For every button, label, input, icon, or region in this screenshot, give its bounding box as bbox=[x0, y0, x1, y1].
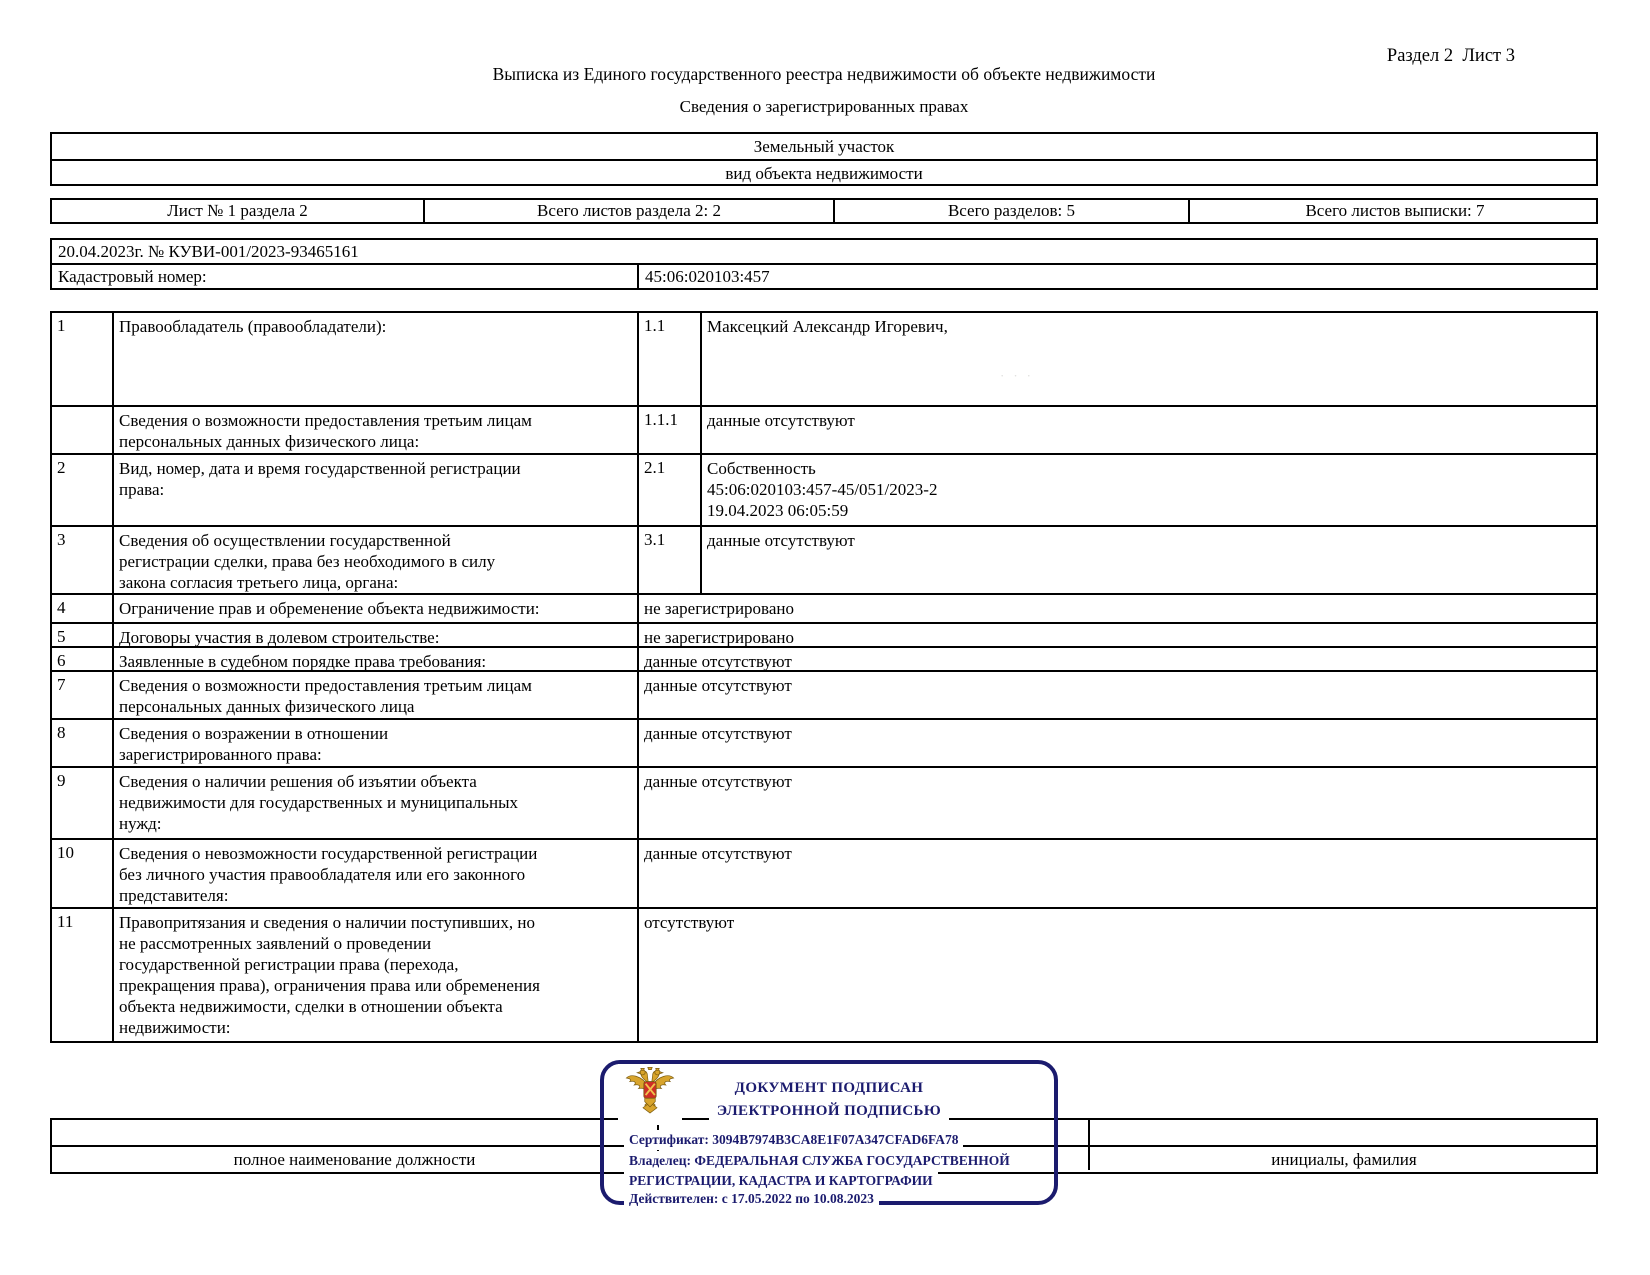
table-row-8 bbox=[52, 720, 1596, 768]
object-type-label: вид объекта недвижимости bbox=[52, 159, 1596, 186]
row-value: Собственность 45:06:020103:457-45/051/2023-2 19.04.2023 06:05:59 bbox=[700, 455, 1600, 525]
rights-table bbox=[50, 311, 1598, 1043]
row-number bbox=[52, 407, 112, 453]
row-label: Сведения о возможности предоставления третьим лицам персональных данных физического лица bbox=[112, 672, 637, 718]
row-label: Вид, номер, дата и время государственной регистрации права: bbox=[112, 455, 637, 525]
row-number: 7 bbox=[57, 675, 66, 694]
row-value: не зарегистрировано bbox=[637, 595, 1600, 622]
row-label: Правообладатель (правообладатели): bbox=[112, 313, 637, 405]
signature-divider-2 bbox=[1088, 1120, 1090, 1145]
table-row-5 bbox=[52, 624, 1596, 648]
row-value: данные отсутствуют bbox=[637, 672, 1600, 718]
row-value: данные отсутствуют bbox=[637, 768, 1600, 838]
row-subnumber: 1.1.1 bbox=[637, 407, 700, 453]
table-row-11 bbox=[52, 909, 1596, 1041]
row-subnumber: 2.1 bbox=[637, 455, 700, 525]
row-label: Сведения о наличии решения об изъятии объекта недвижимости для государственных и муниципальных нужд: bbox=[112, 768, 637, 838]
row-label: Ограничение прав и обременение объекта недвижимости: bbox=[112, 595, 637, 622]
document-subtitle: Сведения о зарегистрированных правах bbox=[679, 97, 969, 116]
stamp-title-line2: ЭЛЕКТРОННОЙ ПОДПИСЬЮ bbox=[600, 1102, 1058, 1121]
row-number: 1 bbox=[57, 316, 66, 335]
table-row-6 bbox=[52, 648, 1596, 672]
document-number-table bbox=[50, 238, 1598, 290]
row-number: 10 bbox=[57, 843, 74, 862]
row-value: данные отсутствуют bbox=[637, 840, 1600, 907]
row-subnumber: 1.1 bbox=[637, 313, 700, 405]
table-row-9 bbox=[52, 768, 1596, 840]
row-label: Сведения о возможности предоставления третьим лицам персональных данных физического лица: bbox=[112, 407, 637, 453]
table-row-4 bbox=[52, 595, 1596, 624]
cadastral-label: Кадастровый номер: bbox=[58, 267, 207, 286]
table-row-1 bbox=[52, 313, 1596, 407]
row-value: данные отсутствуют bbox=[637, 648, 1600, 670]
row-label: Сведения о возражении в отношении зарегистрированного права: bbox=[112, 720, 637, 766]
table-row-3 bbox=[52, 527, 1596, 595]
sheet-info-row bbox=[50, 198, 1598, 224]
cadastral-value: 45:06:020103:457 bbox=[637, 265, 1600, 290]
sheet-cell-total-sheets: Всего листов выписки: 7 bbox=[1188, 200, 1600, 222]
row-number: 2 bbox=[57, 458, 66, 477]
row-number: 9 bbox=[57, 771, 66, 790]
section-sheet-header: Раздел 2 Лист 3 bbox=[1386, 46, 1515, 66]
row-value: не зарегистрировано bbox=[637, 624, 1600, 646]
row-value: Максецкий Александр Игоревич, bbox=[700, 313, 1600, 405]
stamp-certificate: Сертификат: 3094B7974B3CA8E1F07A347CFAD6FA78 bbox=[624, 1130, 963, 1150]
stamp-owner-line2: РЕГИСТРАЦИИ, КАДАСТРА И КАРТОГРАФИИ bbox=[624, 1171, 938, 1191]
table-row-1-1-1 bbox=[52, 407, 1596, 455]
row-label: Сведения об осуществлении государственной регистрации сделки, права без необходимого в силу закона согласия третьего лица, органа: bbox=[112, 527, 637, 593]
row-subnumber: 3.1 bbox=[637, 527, 700, 593]
row-label: Заявленные в судебном порядке права требования: bbox=[112, 648, 637, 670]
sheet-cell-list-number: Лист № 1 раздела 2 bbox=[167, 201, 308, 220]
initials-label: инициалы, фамилия bbox=[1271, 1150, 1417, 1169]
row-value: данные отсутствуют bbox=[637, 720, 1600, 766]
row-number: 6 bbox=[57, 651, 66, 670]
row-label: Договоры участия в долевом строительстве: bbox=[112, 624, 637, 646]
date-number-value: 20.04.2023г. № КУВИ-001/2023-93465161 bbox=[58, 242, 359, 261]
table-row-7 bbox=[52, 672, 1596, 720]
object-type-value: Земельный участок bbox=[753, 137, 895, 156]
date-number-row bbox=[52, 240, 1596, 263]
row-number: 3 bbox=[57, 530, 66, 549]
row-value: данные отсутствуют bbox=[700, 527, 1600, 593]
stamp-title-line1: ДОКУМЕНТ ПОДПИСАН bbox=[600, 1079, 1058, 1098]
row-number: 4 bbox=[57, 598, 66, 617]
row-number: 11 bbox=[57, 912, 74, 931]
redaction-artifact: ··· bbox=[1000, 368, 1040, 383]
sheet-cell-section-sheets: Всего листов раздела 2: 2 bbox=[423, 200, 833, 222]
table-row-2 bbox=[52, 455, 1596, 527]
position-label: полное наименование должности bbox=[233, 1150, 476, 1169]
row-value: отсутствуют bbox=[637, 909, 1600, 1041]
row-label: Сведения о невозможности государственной регистрации без личного участия правообладателя или его законного представителя: bbox=[112, 840, 637, 907]
row-number: 8 bbox=[57, 723, 66, 742]
object-type-table bbox=[50, 132, 1598, 186]
document-title: Выписка из Единого государственного реестра недвижимости об объекте недвижимости bbox=[492, 64, 1156, 84]
row-value: данные отсутствуют bbox=[700, 407, 1600, 453]
stamp-owner-line1: Владелец: ФЕДЕРАЛЬНАЯ СЛУЖБА ГОСУДАРСТВЕННОЙ bbox=[624, 1151, 1015, 1171]
row-number: 5 bbox=[57, 627, 66, 646]
row-label: Правопритязания и сведения о наличии поступивших, но не рассмотренных заявлений о проведении государственной регистрации права (перехода, прекращения права), ограничения права или обременения объекта недвижимости, сделки в отношении объекта недвижимости: bbox=[112, 909, 637, 1041]
cadastral-row bbox=[52, 263, 1596, 290]
stamp-validity: Действителен: с 17.05.2022 по 10.08.2023 bbox=[624, 1189, 879, 1209]
table-row-10 bbox=[52, 840, 1596, 909]
sheet-cell-total-sections: Всего разделов: 5 bbox=[833, 200, 1188, 222]
